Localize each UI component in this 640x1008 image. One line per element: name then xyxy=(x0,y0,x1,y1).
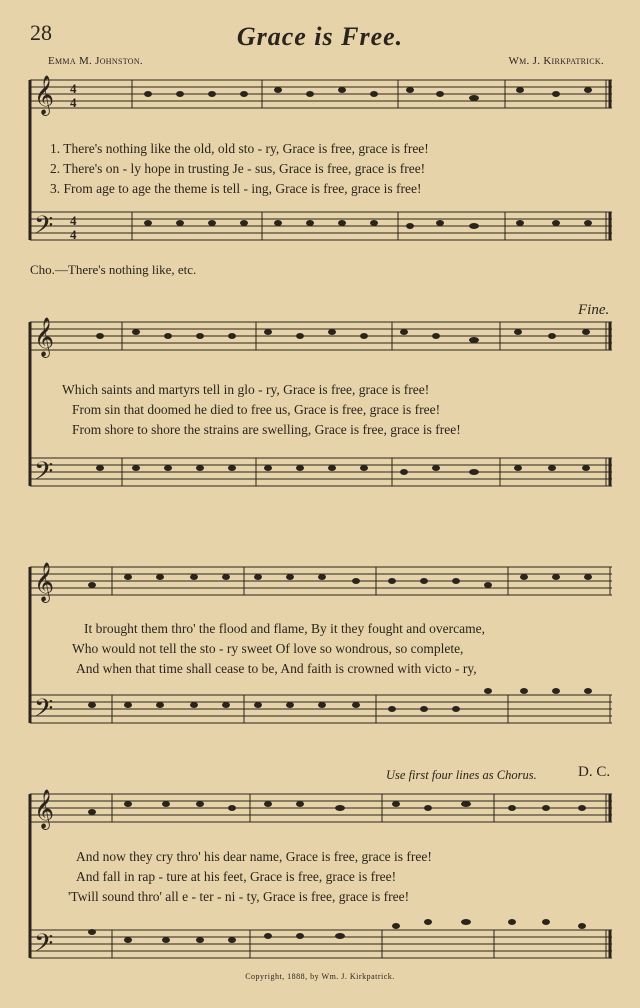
section4-line-3: 'Twill sound thro' all e - ter - ni - ty, Grace is free, grace is free! xyxy=(68,889,410,904)
author-credit: Emma M. Johnston. xyxy=(48,55,143,67)
svg-text:𝄢: 𝄢 xyxy=(34,930,54,963)
svg-text:4: 4 xyxy=(70,95,77,110)
hymn-title: Grace is Free. xyxy=(236,22,404,51)
verse-2-line: 2. There's on - ly hope in trusting Je - sus, Grace is free, grace is free! xyxy=(50,161,426,176)
section4-line-2: And fall in rap - ture at his feet, Grace is free, grace is free! xyxy=(76,869,397,884)
copyright-notice: Copyright, 1888, by Wm. J. Kirkpatrick. xyxy=(245,972,395,981)
svg-text:𝄞: 𝄞 xyxy=(34,564,55,601)
dc-mark: D. C. xyxy=(578,764,611,780)
page-number: 28 xyxy=(30,20,52,45)
fine-mark: Fine. xyxy=(578,302,610,318)
section2-line-1: Which saints and martyrs tell in glo - ry, Grace is free, grace is free! xyxy=(62,382,430,397)
svg-text:4: 4 xyxy=(70,213,77,228)
verse-1-line: 1. There's nothing like the old, old sto - ry, Grace is free, grace is free! xyxy=(50,141,429,156)
section2-line-2: From sin that doomed he died to free us, Grace is free, grace is free! xyxy=(72,402,441,417)
section3-line-3: And when that time shall cease to be, And faith is crowned with victo - ry, xyxy=(76,661,477,676)
section3-line-2: Who would not tell the sto - ry sweet Of love so wondrous, so complete, xyxy=(72,641,464,656)
section2-line-3: From shore to shore the strains are swelling, Grace is free, grace is free! xyxy=(72,422,461,437)
svg-text:𝄢: 𝄢 xyxy=(34,695,54,728)
svg-text:𝄞: 𝄞 xyxy=(34,319,55,356)
verse-3-line: 3. From age to age the theme is tell - ing, Grace is free, grace is free! xyxy=(50,181,422,196)
section3-line-1: It brought them thro' the flood and flame, By it they fought and overcame, xyxy=(84,621,485,636)
svg-text:4: 4 xyxy=(70,81,77,96)
chorus-direction: Use first four lines as Chorus. xyxy=(386,768,537,782)
svg-text:𝄢: 𝄢 xyxy=(34,458,54,491)
svg-text:𝄞: 𝄞 xyxy=(34,791,55,828)
section4-line-1: And now they cry thro' his dear name, Grace is free, grace is free! xyxy=(76,849,432,864)
svg-text:𝄢: 𝄢 xyxy=(34,212,54,245)
chorus-note: Cho.—There's nothing like, etc. xyxy=(30,262,197,277)
composer-credit: Wm. J. Kirkpatrick. xyxy=(508,55,604,67)
svg-text:4: 4 xyxy=(70,227,77,242)
svg-text:𝄞: 𝄞 xyxy=(34,77,55,114)
